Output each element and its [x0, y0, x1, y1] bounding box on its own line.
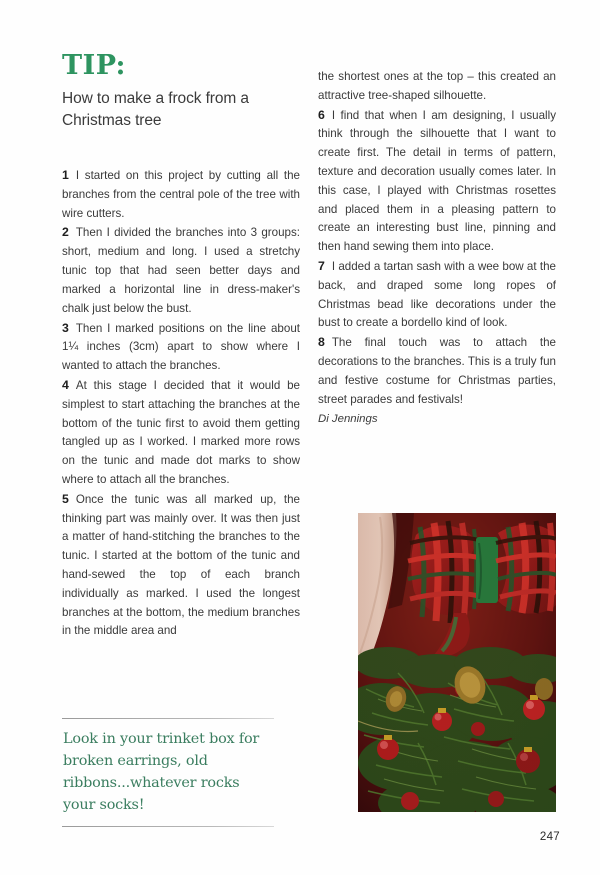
step-text: Once the tunic was all marked up, the thinking part was mainly over. It was then just a matter of hand-stitching the branches to the tunic. I started at the bottom of the tunic and hand-sewed the top of each branch individually as marked. I used the longest branches at the bottom, the medium branches in the middle area and — [62, 492, 300, 638]
right-column — [318, 68, 556, 429]
step-number: 2 — [62, 225, 69, 240]
step-paragraph — [318, 257, 556, 333]
page-title: TIP: — [62, 50, 127, 81]
left-column — [62, 166, 300, 641]
pullquote-text: Look in your trinket box for broken earrings, old ribbons...whatever rocks your socks! — [63, 731, 260, 813]
step-text: I added a tartan sash with a wee bow at the back, and draped some long ropes of Christmas bead like decorations under the bust to create a bordello kind of look. — [318, 259, 556, 330]
step-number: 5 — [62, 491, 69, 506]
step-paragraph — [62, 223, 300, 318]
christmas-tree-frock-photo — [358, 513, 556, 812]
step-text: At this stage I decided that it would be simplest to start attaching the branches at the bottom of the tunic first to avoid them getting tangled up as I worked. I marked more rows on the tunic and made dot marks to show where to attach all the branches. — [62, 378, 300, 486]
step-paragraph — [62, 490, 300, 641]
step-text: The final touch was to attach the decorations to the branches. This is a truly fun and festive costume for Christmas parties, street parades and festivals! — [318, 336, 556, 406]
step-paragraph — [62, 166, 300, 223]
pullquote-top-rule — [62, 718, 274, 719]
step-number: 7 — [318, 258, 325, 273]
step-number: 8 — [318, 335, 325, 350]
step-paragraph — [62, 376, 300, 490]
continuation-paragraph: the shortest ones at the top – this created an attractive tree-shaped silhouette. — [318, 70, 556, 102]
step-paragraph — [62, 319, 300, 376]
step-number: 6 — [318, 107, 325, 122]
page-subtitle: How to make a frock from a Christmas tree — [62, 90, 249, 129]
step-text: I started on this project by cutting all the branches from the central pole of the tree with wire cutters. — [62, 169, 300, 220]
pullquote-bottom-rule — [62, 826, 274, 827]
tip-heading-block — [62, 52, 312, 132]
step-number: 3 — [62, 320, 69, 335]
step-number: 4 — [62, 377, 69, 392]
step-paragraph — [318, 333, 556, 409]
author-byline: Di Jennings — [318, 413, 378, 426]
page-number: 247 — [539, 831, 560, 843]
step-number: 1 — [62, 168, 69, 182]
step-text: I find that when I am designing, I usually think through the silhouette that I want to create first. The detail in terms of pattern, texture and decoration usually comes later. In this case, I played with Christmas rosettes and placed them in a pleasing pattern to create an interesting bust line, pinning and then hand sewing them into place. — [318, 108, 556, 254]
step-paragraph — [318, 106, 556, 257]
step-text: Then I divided the branches into 3 groups: short, medium and long. I used a stretchy tunic top that had seen better days and marked a horizontal line in dress-maker's chalk just below the bust. — [62, 226, 300, 315]
photo-artwork — [358, 513, 556, 812]
pullquote-block — [62, 718, 274, 827]
step-text: Then I marked positions on the line about 1¼ inches (3cm) apart to show where I wanted to attach the branches. — [62, 321, 300, 373]
